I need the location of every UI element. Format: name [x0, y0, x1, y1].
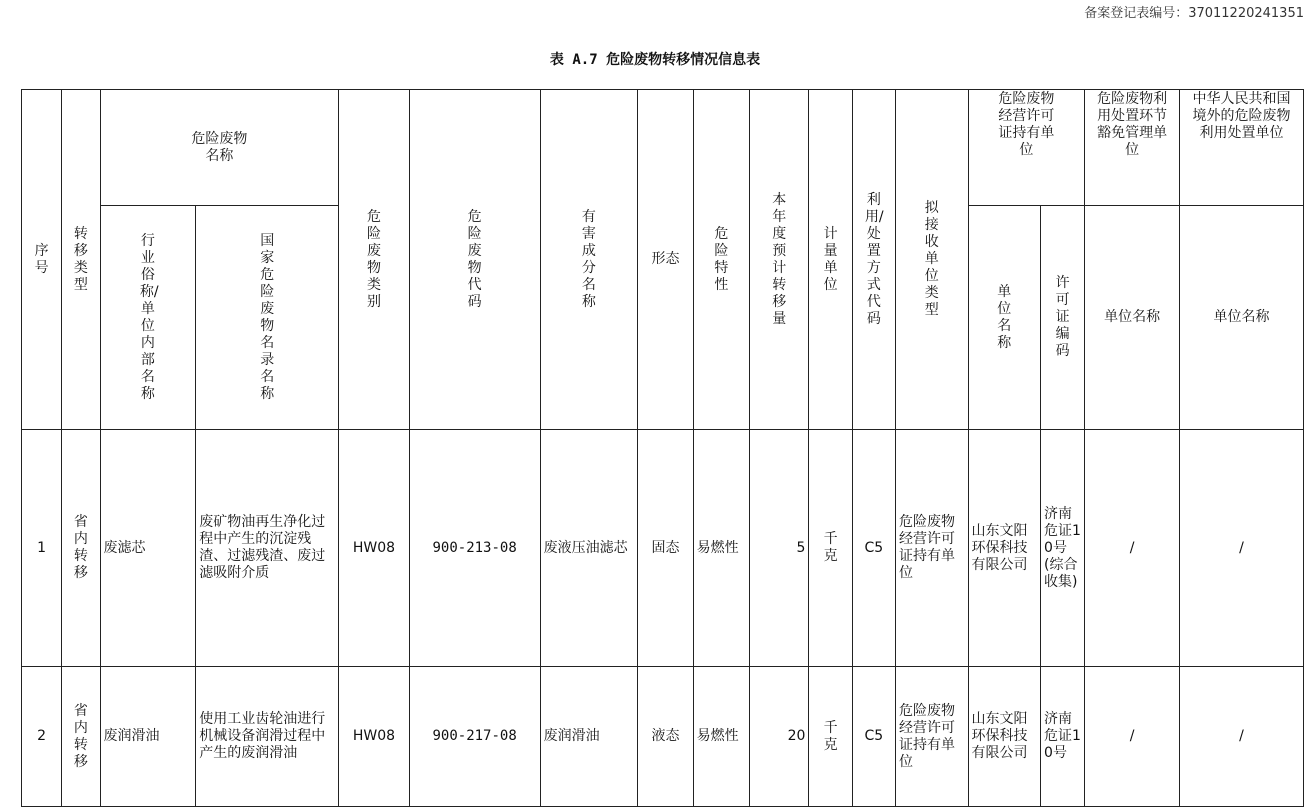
header-license-holder-group: 危险废物经营许可证持有单位: [968, 90, 1085, 206]
record-number: 备案登记表编号：37011220241351: [1084, 6, 1304, 21]
cell-transfer-type: 省内转移: [62, 430, 100, 667]
header-license-number: 许可证编码: [1041, 206, 1085, 430]
header-receiver-type: 拟接收单位类型: [896, 90, 969, 430]
header-license-unit-name: 单位名称: [968, 206, 1041, 430]
table-row: [22, 430, 1304, 667]
cell-method-code: C5: [852, 430, 895, 667]
cell-receiver-type: 危险废物经营许可证持有单位: [896, 430, 969, 667]
header-seq: 序号: [22, 90, 62, 430]
header-method-code: 利用/处置方式代码: [852, 90, 895, 430]
cell-seq: 1: [22, 430, 62, 667]
cell-method-code: C5: [852, 667, 895, 807]
header-exemption-group: 危险废物利用处置环节豁免管理单位: [1085, 90, 1180, 206]
cell-harmful-components: 废液压油滤芯: [540, 430, 638, 667]
header-foreign-group: 中华人民共和国境外的危险废物利用处置单位: [1179, 90, 1303, 206]
cell-industry-name: 废润滑油: [100, 667, 196, 807]
header-industry-name: 行业俗称/单位内部名称: [100, 206, 196, 430]
cell-foreign-unit-name: /: [1179, 667, 1303, 807]
hazardous-waste-transfer-table: [21, 89, 1304, 807]
cell-national-name: 使用工业齿轮油进行机械设备润滑过程中产生的废润滑油: [196, 667, 339, 807]
header-unit: 计量单位: [809, 90, 852, 430]
table-title: 表 A.7 危险废物转移情况信息表: [549, 52, 761, 68]
cell-national-name: 废矿物油再生净化过程中产生的沉淀残渣、过滤残渣、废过滤吸附介质: [196, 430, 339, 667]
cell-category: HW08: [339, 667, 409, 807]
cell-unit: 千克: [809, 667, 852, 807]
header-foreign-unit-name: 单位名称: [1179, 206, 1303, 430]
cell-license-number: 济南危证10号(综合收集): [1041, 430, 1085, 667]
cell-receiver-type: 危险废物经营许可证持有单位: [896, 667, 969, 807]
cell-form: 液态: [638, 667, 693, 807]
cell-category: HW08: [339, 430, 409, 667]
cell-hazard: 易燃性: [693, 430, 749, 667]
table-row: [22, 667, 1304, 807]
cell-industry-name: 废滤芯: [100, 430, 196, 667]
cell-license-number: 济南危证10号: [1041, 667, 1085, 807]
header-form: 形态: [638, 90, 693, 430]
header-category: 危险废物类别: [339, 90, 409, 430]
header-waste-name-group: 危险废物名称: [100, 90, 339, 206]
cell-annual-qty: 20: [750, 667, 809, 807]
cell-transfer-type: 省内转移: [62, 667, 100, 807]
cell-foreign-unit-name: /: [1179, 430, 1303, 667]
cell-code: 900-217-08: [409, 667, 540, 807]
header-harmful-components: 有害成分名称: [540, 90, 638, 430]
cell-hazard: 易燃性: [693, 667, 749, 807]
cell-code: 900-213-08: [409, 430, 540, 667]
header-hazard: 危险特性: [693, 90, 749, 430]
header-annual-qty: 本年度预计转移量: [750, 90, 809, 430]
header-national-name: 国家危险废物名录名称: [196, 206, 339, 430]
header-exempt-unit-name: 单位名称: [1085, 206, 1180, 430]
cell-license-unit-name: 山东文阳环保科技有限公司: [968, 430, 1041, 667]
header-transfer-type: 转移类型: [62, 90, 100, 430]
cell-annual-qty: 5: [750, 430, 809, 667]
cell-license-unit-name: 山东文阳环保科技有限公司: [968, 667, 1041, 807]
header-code: 危险废物代码: [409, 90, 540, 430]
cell-form: 固态: [638, 430, 693, 667]
cell-exempt-unit-name: /: [1085, 430, 1180, 667]
cell-unit: 千克: [809, 430, 852, 667]
cell-exempt-unit-name: /: [1085, 667, 1180, 807]
cell-seq: 2: [22, 667, 62, 807]
cell-harmful-components: 废润滑油: [540, 667, 638, 807]
